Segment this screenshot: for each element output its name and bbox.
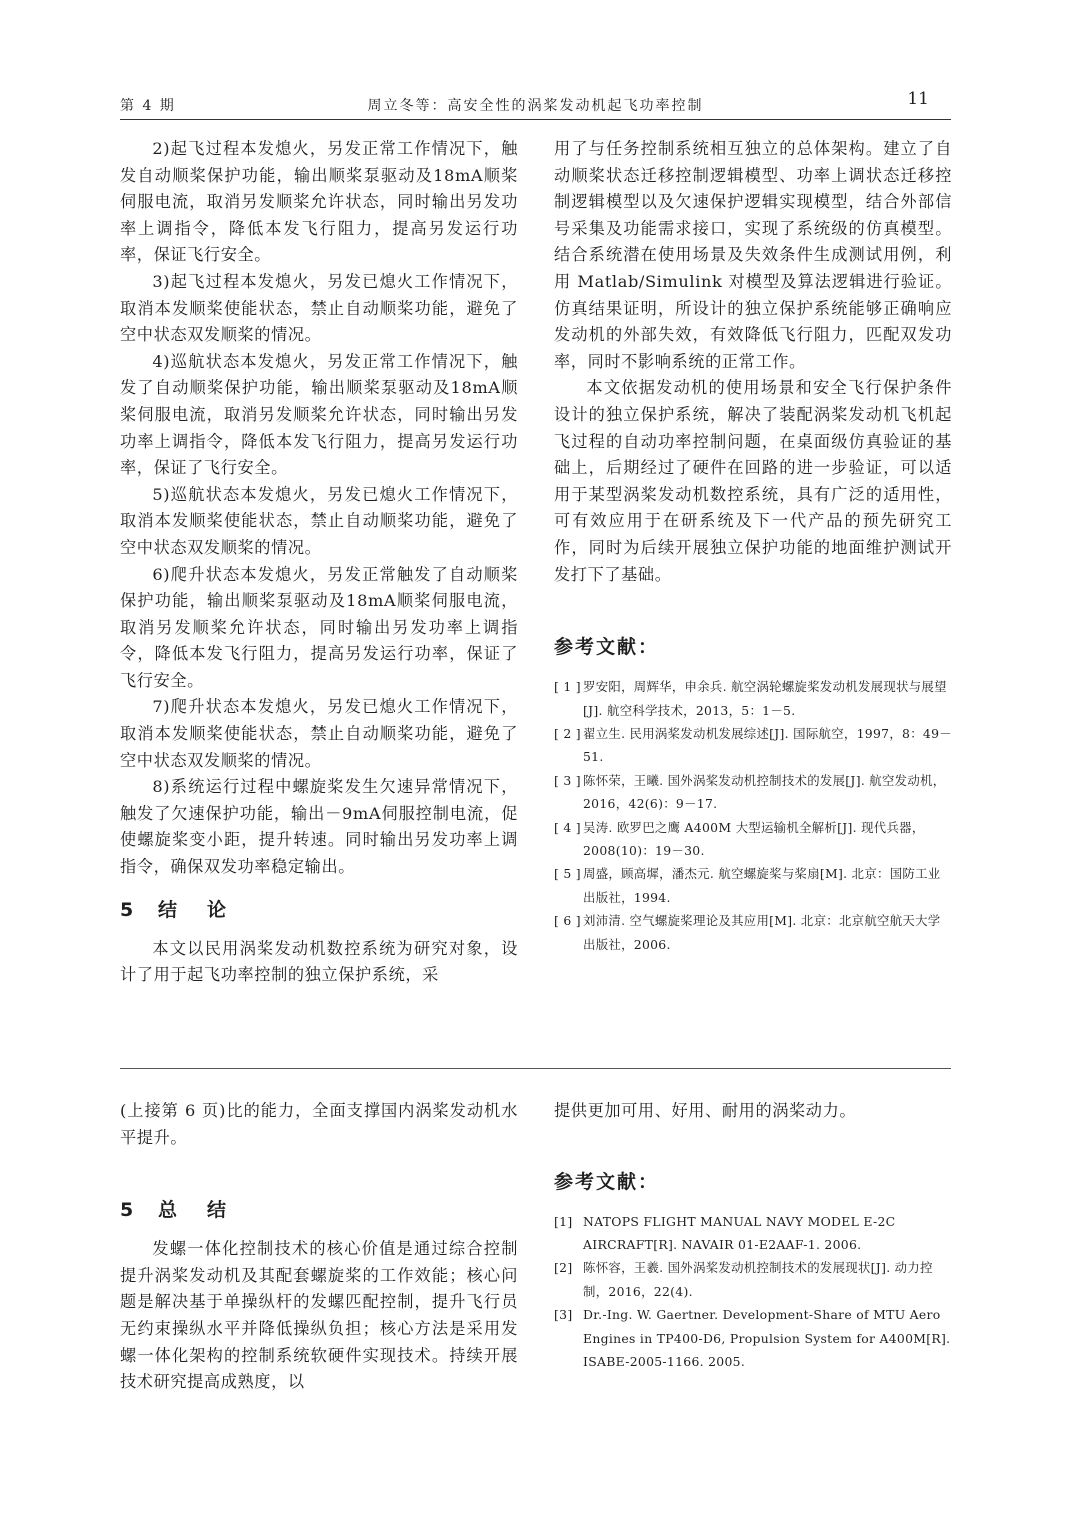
continuation-paragraph: (上接第 6 页)比的能力，全面支撑国内涡桨发动机水平提升。 [120, 1101, 518, 1147]
section-title: 结论 [158, 898, 257, 921]
references-heading: 参考文献： [554, 636, 660, 659]
section-number: 5 [120, 1199, 134, 1222]
section-title: 总结 [158, 1199, 257, 1222]
reference-item: [ 5 ] 周盛，顾高墀，潘杰元. 航空螺旋桨与桨扇[M]. 北京：国防工业出版社，1994. [554, 866, 941, 905]
reference-item: [ 3 ] 陈怀荣，王曦. 国外涡桨发动机控制技术的发展[J]. 航空发动机，2016，42(6)：9－17. [554, 772, 946, 812]
section-number: 5 [120, 898, 134, 921]
section-heading [120, 895, 518, 922]
references-heading: 参考文献： [554, 1170, 660, 1193]
paragraph: 提供更加可用、好用、耐用的涡桨动力。 [554, 1101, 857, 1120]
paragraph: 7)爬升状态本发熄火，另发已熄火工作情况下，取消本发顺桨使能状态，禁止自动顺桨功能，避免了空中状态双发顺桨的情况。 [120, 697, 518, 770]
paragraph: 5)巡航状态本发熄火，另发已熄火工作情况下，取消本发顺桨使能状态，禁止自动顺桨功能，避免了空中状态双发顺桨的情况。 [120, 484, 518, 557]
paragraph: 2)起飞过程本发熄火，另发正常工作情况下，触发自动顺桨保护功能，输出顺桨泵驱动及18mA顺桨伺服电流，取消另发顺桨允许状态，同时输出另发功率上调指令，降低本发飞行阻力，提高另发运行功率，保证飞行安全。 [120, 139, 518, 265]
paragraph: 用了与任务控制系统相互独立的总体架构。建立了自动顺桨状态迁移控制逻辑模型、功率上调状态迁移控制逻辑模型以及欠速保护逻辑实现模型，结合外部信号采集及功能需求接口，实现了系统级的仿真模型。结合系统潜在使用场景及失效条件生成测试用例，利用 Matlab/Simulink 对模型及算法逻辑进行验证。仿真结果证明，所设计的独立保护系统能够正确响应发动机的外部失效，有效降低飞行阻力，匹配双发功率，同时不影响系统的正常工作。 [554, 139, 952, 371]
reference-item: [ 1 ] 罗安阳，周辉华，申余兵. 航空涡轮螺旋桨发动机发展现状与展望[J]. 航空科学技术，2013，5：1－5. [554, 679, 947, 718]
running-title: 周立冬等：高安全性的涡桨发动机起飞功率控制 [367, 98, 704, 114]
paragraph: 3)起飞过程本发熄火，另发已熄火工作情况下，取消本发顺桨使能状态，禁止自动顺桨功能，避免了空中状态双发顺桨的情况。 [120, 271, 518, 345]
reference-item: [3] Dr.-Ing. W. Gaertner. Development-Share of MTU Aero Engines in TP400-D6, Propulsion System for A400M[R]. ISABE-2005-1166. 2005. [554, 1307, 951, 1370]
reference-item: [ 4 ] 吴涛. 欧罗巴之鹰 A400M 大型运输机全解析[J]. 现代兵器，2008(10)：19－30. [554, 819, 925, 858]
paragraph: 6)爬升状态本发熄火，另发正常触发了自动顺桨保护功能，输出顺桨泵驱动及18mA顺桨伺服电流，取消另发顺桨允许状态，同时输出另发功率上调指令，降低本发飞行阻力，提高另发运行功率，保证了飞行安全。 [120, 564, 518, 690]
issue-label: 第 4 期 [120, 98, 176, 114]
paragraph: 4)巡航状态本发熄火，另发正常工作情况下，触发了自动顺桨保护功能，输出顺桨泵驱动及18mA顺桨伺服电流，取消另发顺桨允许状态，同时输出另发功率上调指令，降低本发飞行阻力，提高另发运行功率，保证了飞行安全。 [120, 351, 518, 478]
reference-item: [2] 陈怀容，王羲. 国外涡桨发动机控制技术的发展现状[J]. 动力控制，2016，22(4). [554, 1260, 933, 1299]
top-right-column [554, 136, 952, 956]
running-header [120, 89, 951, 120]
reference-list [554, 675, 952, 956]
bottom-right-column [554, 1098, 952, 1373]
paragraph: 本文依据发动机的使用场景和安全飞行保护条件设计的独立保护系统，解决了装配涡桨发动机飞机起飞过程的自动功率控制问题，在桌面级仿真验证的基础上，后期经过了硬件在回路的进一步验证，可以适用于某型涡桨发动机数控系统，具有广泛的适用性，可有效应用于在研系统及下一代产品的预先研究工作，同时为后续开展独立保护功能的地面维护测试开发打下了基础。 [554, 378, 952, 584]
bottom-left-column [120, 1098, 518, 1396]
article-divider [120, 1068, 951, 1069]
reference-item: [ 6 ] 刘沛清. 空气螺旋桨理论及其应用[M]. 北京：北京航空航天大学出版社，2006. [554, 913, 941, 952]
reference-item: [1] NATOPS FLIGHT MANUAL NAVY MODEL E-2C AIRCRAFT[R]. NAVAIR 01-E2AAF-1. 2006. [554, 1213, 896, 1252]
paragraph: 8)系统运行过程中螺旋桨发生欠速异常情况下，触发了欠速保护功能，输出－9mA伺服控制电流，促使螺旋桨变小距，提升转速。同时输出另发功率上调指令，确保双发功率稳定输出。 [120, 777, 518, 877]
top-left-column [120, 136, 518, 989]
paragraph: 发螺一体化控制技术的核心价值是通过综合控制提升涡桨发动机及其配套螺旋桨的工作效能；核心问题是解决基于单操纵杆的发螺匹配控制，提升飞行员无约束操纵水平并降低操纵负担；核心方法是采用发螺一体化架构的控制系统软硬件实现技术。持续开展技术研究提高成熟度，以 [120, 1239, 518, 1392]
reference-item: [ 2 ] 翟立生. 民用涡桨发动机发展综述[J]. 国际航空，1997，8：49－51. [554, 725, 952, 765]
paragraph: 本文以民用涡桨发动机数控系统为研究对象，设计了用于起飞功率控制的独立保护系统，采 [120, 938, 518, 985]
page-number: 11 [907, 89, 929, 109]
section-heading [120, 1195, 518, 1222]
reference-list [554, 1210, 952, 1374]
